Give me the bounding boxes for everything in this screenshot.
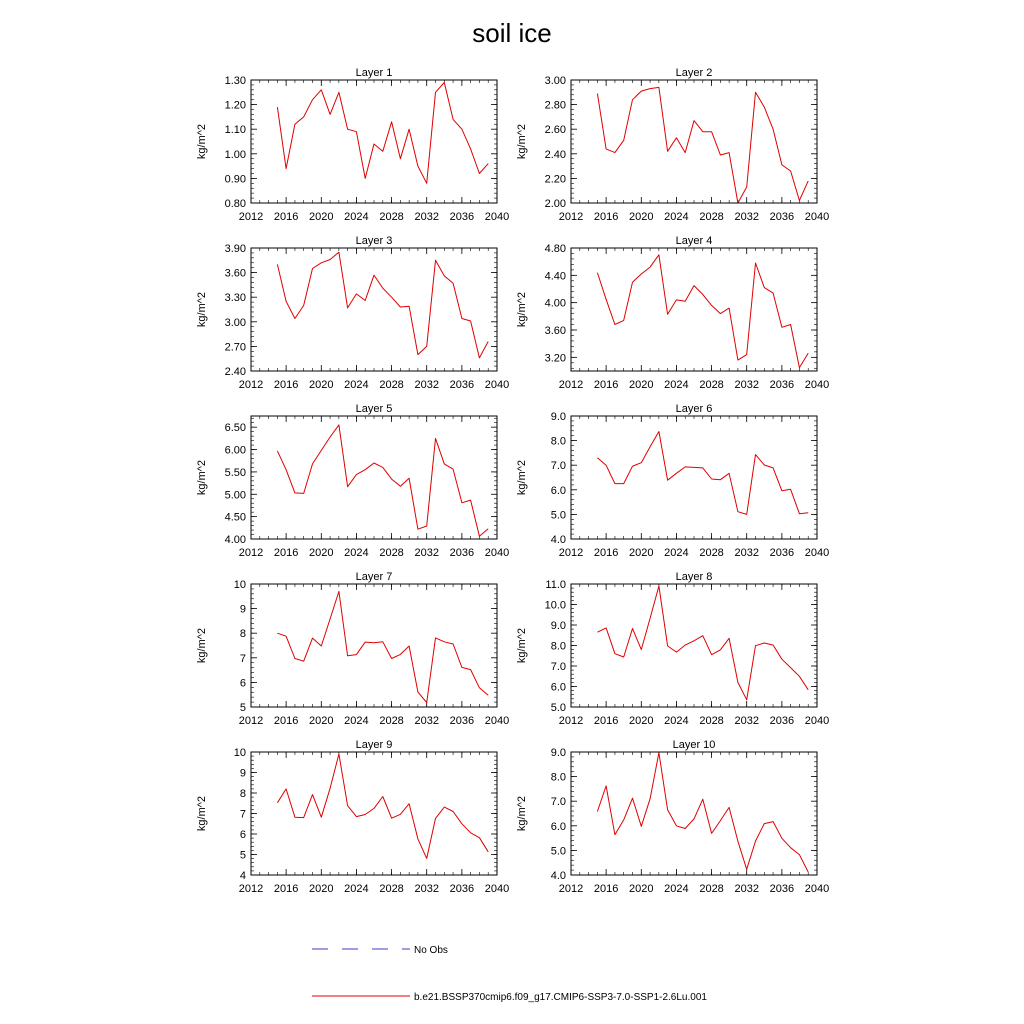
y-tick-label: 5.0 (550, 845, 566, 858)
x-tick-label: 2028 (699, 379, 724, 391)
series-line (277, 425, 488, 536)
y-tick-label: 8.0 (550, 435, 566, 448)
y-tick-label: 6 (239, 829, 246, 841)
x-tick-label: 2020 (629, 883, 654, 895)
y-tick-label: 8.0 (550, 640, 566, 653)
y-tick-label: 0.90 (224, 173, 246, 186)
x-tick-label: 2040 (484, 715, 510, 727)
x-tick-label: 2020 (309, 211, 334, 223)
x-tick-label: 2032 (734, 547, 759, 559)
x-tick-label: 2012 (558, 547, 584, 559)
x-tick-label: 2036 (449, 211, 475, 223)
x-tick-label: 2016 (273, 547, 299, 559)
y-tick-label: 2.20 (544, 173, 566, 186)
x-tick-label: 2028 (379, 547, 404, 559)
series-line (277, 591, 488, 702)
x-tick-label: 2016 (593, 883, 619, 895)
y-tick-label: 9 (239, 603, 246, 616)
x-tick-label: 2024 (664, 379, 689, 391)
x-tick-label: 2020 (629, 211, 654, 223)
y-tick-label: 5.00 (224, 489, 246, 502)
x-tick-label: 2016 (593, 715, 619, 727)
x-tick-label: 2036 (769, 379, 795, 391)
y-tick-label: 2.40 (224, 366, 246, 378)
y-axis-label: kg/m^2 (196, 627, 208, 664)
y-tick-label: 3.30 (224, 292, 246, 305)
panel-layer-3 (196, 235, 509, 391)
series-line (597, 87, 808, 203)
y-tick-label: 4.0 (550, 534, 566, 546)
series-line (597, 753, 808, 872)
x-tick-label: 2028 (699, 211, 724, 223)
y-tick-label: 8.0 (550, 771, 566, 784)
x-tick-label: 2032 (734, 715, 759, 727)
plot-frame (571, 248, 817, 371)
y-tick-label: 10.0 (544, 599, 566, 612)
x-tick-label: 2020 (629, 715, 654, 727)
y-tick-label: 9.0 (550, 411, 566, 423)
y-tick-label: 9 (239, 767, 246, 780)
panel-title: Layer 10 (672, 739, 716, 751)
y-tick-label: 7.0 (550, 661, 566, 673)
y-axis-label: kg/m^2 (196, 291, 208, 328)
y-axis-label: kg/m^2 (196, 459, 208, 496)
series-line (277, 83, 488, 184)
x-tick-label: 2020 (309, 379, 334, 391)
series-line (597, 255, 808, 368)
y-tick-label: 6 (239, 677, 246, 690)
panel-layer-9 (196, 739, 509, 895)
x-tick-label: 2036 (449, 379, 475, 391)
x-tick-label: 2040 (804, 883, 830, 895)
x-tick-label: 2020 (629, 379, 654, 391)
x-tick-label: 2016 (273, 715, 299, 727)
x-tick-label: 2036 (449, 883, 475, 895)
y-axis-label: kg/m^2 (196, 795, 208, 832)
x-tick-label: 2020 (309, 547, 334, 559)
x-tick-label: 2024 (344, 715, 369, 727)
y-tick-label: 6.50 (224, 422, 246, 435)
x-tick-label: 2040 (484, 379, 510, 391)
x-tick-label: 2028 (699, 883, 724, 895)
panel-title: Layer 1 (355, 67, 393, 79)
y-tick-label: 3.60 (544, 325, 566, 337)
y-tick-label: 3.20 (544, 352, 566, 365)
y-tick-label: 2.70 (224, 341, 246, 354)
x-tick-label: 2028 (379, 211, 404, 223)
x-tick-label: 2040 (804, 379, 830, 391)
panel-title: Layer 8 (675, 571, 713, 583)
x-tick-label: 2016 (273, 211, 299, 223)
x-tick-label: 2028 (379, 379, 404, 391)
x-tick-label: 2040 (804, 211, 830, 223)
y-tick-label: 2.40 (544, 148, 566, 161)
y-tick-label: 8 (239, 788, 246, 800)
y-tick-label: 5 (239, 849, 246, 862)
figure-title: soil ice (472, 18, 552, 48)
y-tick-label: 6.00 (224, 444, 246, 457)
x-tick-label: 2012 (558, 883, 584, 895)
y-axis-label: kg/m^2 (516, 627, 528, 664)
x-tick-label: 2012 (238, 211, 264, 223)
panel-title: Layer 5 (355, 403, 393, 415)
x-tick-label: 2032 (734, 379, 759, 391)
y-tick-label: 10 (233, 579, 246, 591)
legend-label-no-obs: No Obs (414, 945, 448, 956)
y-axis-label: kg/m^2 (516, 291, 528, 328)
x-tick-label: 2032 (734, 211, 759, 223)
x-tick-label: 2032 (414, 883, 439, 895)
plot-frame (571, 416, 817, 539)
y-tick-label: 2.60 (544, 124, 566, 137)
y-tick-label: 9.0 (550, 620, 566, 632)
x-tick-label: 2028 (699, 715, 724, 727)
y-axis-label: kg/m^2 (516, 795, 528, 832)
plot-frame (571, 80, 817, 203)
y-tick-label: 1.20 (224, 99, 246, 112)
y-tick-label: 7 (239, 652, 246, 665)
x-tick-label: 2032 (414, 715, 439, 727)
y-tick-label: 7 (239, 808, 246, 821)
y-tick-label: 1.30 (224, 75, 246, 87)
x-tick-label: 2036 (449, 547, 475, 559)
panel-title: Layer 4 (675, 235, 713, 247)
x-tick-label: 2040 (804, 715, 830, 727)
y-tick-label: 2.00 (544, 198, 566, 210)
panel-title: Layer 9 (355, 739, 393, 751)
y-axis-label: kg/m^2 (516, 459, 528, 496)
y-tick-label: 7.0 (550, 796, 566, 809)
y-axis-label: kg/m^2 (516, 123, 528, 160)
y-tick-label: 0.80 (224, 198, 246, 210)
y-tick-label: 1.00 (224, 148, 246, 161)
y-tick-label: 11.0 (545, 579, 566, 591)
x-tick-label: 2040 (484, 883, 510, 895)
x-tick-label: 2024 (344, 883, 369, 895)
x-tick-label: 2024 (664, 211, 689, 223)
x-tick-label: 2032 (414, 211, 439, 223)
x-tick-label: 2032 (414, 547, 439, 559)
y-tick-label: 6.0 (550, 681, 566, 694)
x-tick-label: 2024 (344, 547, 369, 559)
x-tick-label: 2024 (664, 883, 689, 895)
y-tick-label: 3.00 (224, 316, 246, 329)
x-tick-label: 2032 (734, 883, 759, 895)
x-tick-label: 2036 (769, 715, 795, 727)
x-tick-label: 2012 (558, 379, 584, 391)
y-tick-label: 9.0 (550, 747, 566, 759)
series-line (597, 432, 808, 515)
y-tick-label: 4.40 (544, 270, 566, 283)
x-tick-label: 2020 (309, 883, 334, 895)
y-tick-label: 8 (239, 628, 246, 641)
panel-title: Layer 3 (355, 235, 393, 247)
x-tick-label: 2020 (309, 715, 334, 727)
x-tick-label: 2016 (593, 379, 619, 391)
x-tick-label: 2016 (273, 379, 299, 391)
y-tick-label: 6.0 (550, 820, 566, 833)
x-tick-label: 2016 (273, 883, 299, 895)
y-tick-label: 4.0 (550, 870, 566, 882)
x-tick-label: 2040 (804, 547, 830, 559)
y-tick-label: 4.00 (224, 534, 246, 546)
y-tick-label: 5.50 (224, 466, 246, 479)
x-tick-label: 2028 (379, 715, 404, 727)
y-tick-label: 4.50 (224, 511, 246, 524)
x-tick-label: 2040 (484, 211, 510, 223)
panel-layer-7 (196, 571, 509, 727)
y-tick-label: 1.10 (224, 124, 246, 137)
plot-frame (251, 80, 497, 203)
y-tick-label: 10 (233, 747, 246, 759)
panel-layer-2 (516, 67, 829, 223)
x-tick-label: 2036 (769, 211, 795, 223)
y-tick-label: 7.0 (550, 460, 566, 473)
y-tick-label: 4.00 (544, 297, 566, 310)
y-axis-label: kg/m^2 (196, 123, 208, 160)
legend (312, 945, 707, 1003)
x-tick-label: 2012 (238, 715, 264, 727)
panel-layer-5 (196, 403, 509, 559)
x-tick-label: 2036 (769, 547, 795, 559)
series-line (277, 252, 488, 358)
y-tick-label: 5 (239, 702, 246, 714)
x-tick-label: 2028 (379, 883, 404, 895)
series-line (277, 754, 488, 858)
panel-title: Layer 6 (675, 403, 713, 415)
x-tick-label: 2032 (414, 379, 439, 391)
x-tick-label: 2012 (238, 547, 264, 559)
x-tick-label: 2024 (344, 379, 369, 391)
panel-layer-4 (516, 235, 829, 391)
y-tick-label: 4 (239, 870, 246, 882)
x-tick-label: 2012 (238, 379, 264, 391)
panel-layer-1 (196, 67, 509, 223)
y-tick-label: 3.00 (544, 75, 566, 87)
panel-layer-6 (516, 403, 829, 559)
legend-label-model-run: b.e21.BSSP370cmip6.f09_g17.CMIP6-SSP3-7.0-SSP1-2.6Lu.001 (414, 992, 707, 1003)
x-tick-label: 2036 (769, 883, 795, 895)
x-tick-label: 2020 (629, 547, 654, 559)
panel-title: Layer 7 (355, 571, 393, 583)
x-tick-label: 2036 (449, 715, 475, 727)
x-tick-label: 2028 (699, 547, 724, 559)
y-tick-label: 5.0 (550, 509, 566, 522)
x-tick-label: 2016 (593, 211, 619, 223)
y-tick-label: 2.80 (544, 99, 566, 112)
plot-frame (251, 584, 497, 707)
series-line (597, 586, 808, 700)
x-tick-label: 2016 (593, 547, 619, 559)
plot-frame (571, 584, 817, 707)
y-tick-label: 3.60 (224, 267, 246, 280)
y-tick-label: 6.0 (550, 484, 566, 497)
plot-frame (571, 752, 817, 875)
y-tick-label: 5.0 (550, 702, 566, 714)
plot-frame (251, 416, 497, 539)
panel-title: Layer 2 (675, 67, 713, 79)
x-tick-label: 2024 (664, 715, 689, 727)
panels-group (196, 67, 829, 895)
x-tick-label: 2040 (484, 547, 510, 559)
x-tick-label: 2012 (558, 211, 584, 223)
x-tick-label: 2024 (344, 211, 369, 223)
panel-layer-8 (516, 571, 829, 727)
y-tick-label: 4.80 (544, 243, 566, 255)
plot-frame (251, 752, 497, 875)
x-tick-label: 2024 (664, 547, 689, 559)
panel-layer-10 (516, 739, 829, 895)
x-tick-label: 2012 (558, 715, 584, 727)
x-tick-label: 2012 (238, 883, 264, 895)
y-tick-label: 3.90 (224, 243, 246, 255)
